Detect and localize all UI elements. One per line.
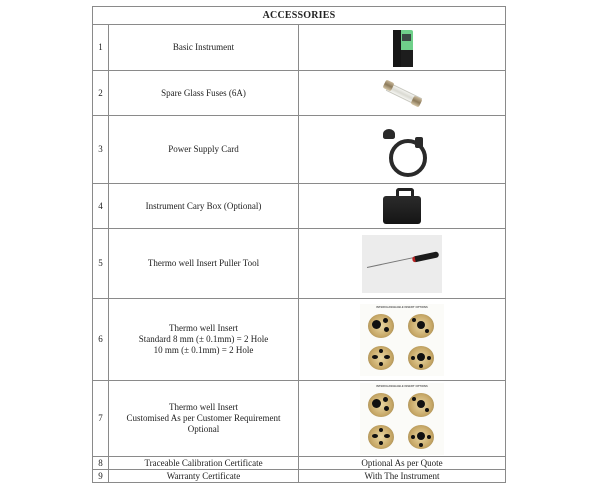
table-row [93,116,506,184]
row-number: 9 [93,470,109,483]
item-name: Power Supply Card [109,116,299,184]
insert-options-title: INTERCHANGEABLE INSERT OPTIONS [376,305,428,309]
item-line: Customised As per Customer Requirement [126,413,281,423]
item-name: Spare Glass Fuses (6A) [109,71,299,116]
item-image-cell [299,25,506,71]
insert-options-image [360,383,444,455]
carry-box-image [380,186,424,226]
table-row [93,381,506,457]
table-row [93,184,506,229]
row-number: 4 [93,184,109,229]
item-line: Optional [187,424,220,434]
table-row [93,25,506,71]
row-number: 7 [93,381,109,457]
item-name [109,299,299,381]
row-number: 8 [93,457,109,470]
row-number: 2 [93,71,109,116]
accessories-table [92,6,506,483]
item-line: Thermo well Insert [169,323,238,333]
insert-options-image [360,304,444,376]
item-line: Thermo well Insert [169,402,238,412]
item-name: Thermo well Insert Puller Tool [109,229,299,299]
row-number: 1 [93,25,109,71]
item-image-cell [299,184,506,229]
item-name [109,381,299,457]
item-image-cell [299,229,506,299]
item-line: Standard 8 mm (± 0.1mm) = 2 Hole [138,334,269,344]
row-number: 5 [93,229,109,299]
power-cord-image [377,125,427,175]
basic-instrument-image [389,28,415,68]
item-name: Instrument Cary Box (Optional) [109,184,299,229]
table-header-row [93,7,506,25]
table-row [93,470,506,483]
table-title: ACCESSORIES [93,7,506,25]
item-value: Optional As per Quote [299,457,506,470]
item-image-cell [299,71,506,116]
item-image-cell [299,116,506,184]
table-row [93,229,506,299]
item-line: 10 mm (± 0.1mm) = 2 Hole [153,345,254,355]
puller-tool-image [362,235,442,293]
item-name: Warranty Certificate [109,470,299,483]
row-number: 3 [93,116,109,184]
item-name: Traceable Calibration Certificate [109,457,299,470]
insert-options-title: INTERCHANGEABLE INSERT OPTIONS [376,384,428,388]
item-name: Basic Instrument [109,25,299,71]
item-image-cell [299,381,506,457]
row-number: 6 [93,299,109,381]
table-row [93,457,506,470]
item-value: With The Instrument [299,470,506,483]
glass-fuse-image [380,78,424,108]
item-image-cell [299,299,506,381]
table-row [93,71,506,116]
table-row [93,299,506,381]
